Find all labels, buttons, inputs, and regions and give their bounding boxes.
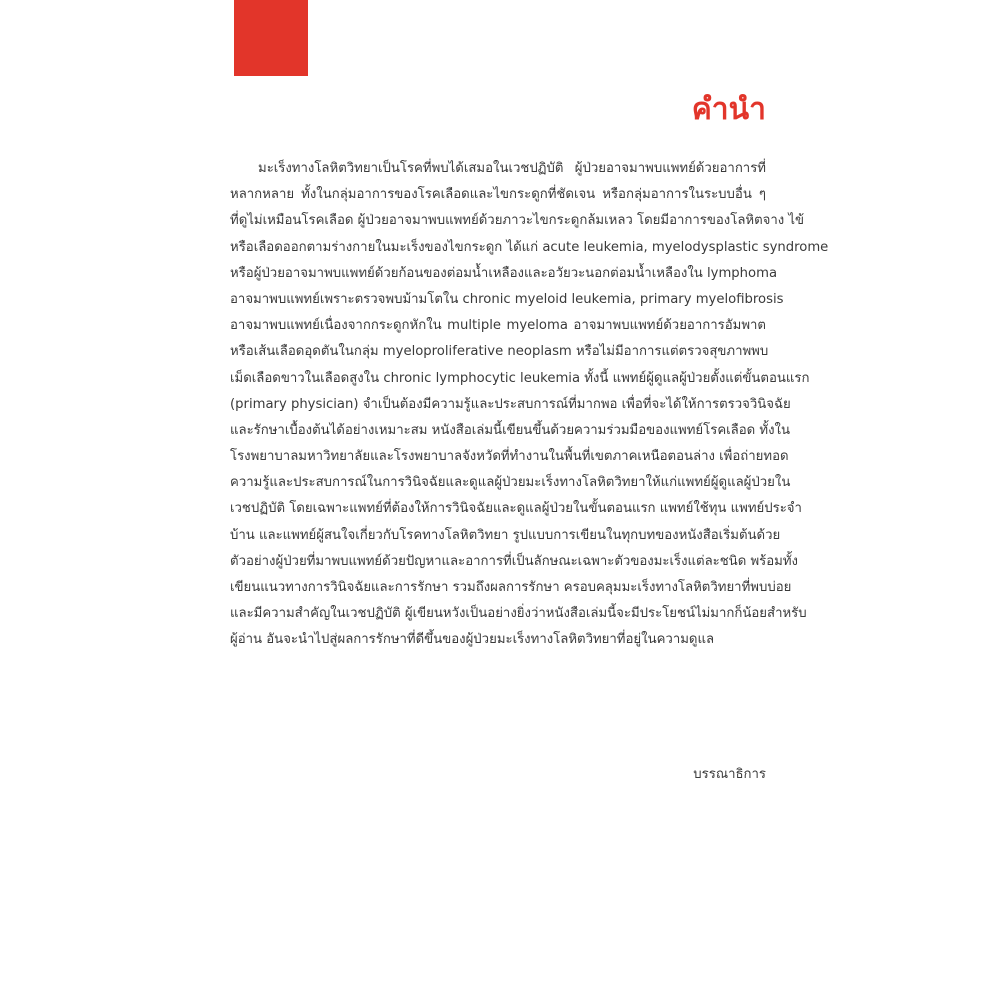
body-line: ผู้อ่าน อันจะนำไปสู่ผลการรักษาที่ดีขึ้นของผู้ป่วยมะเร็งทางโลหิตวิทยาที่อยู่ในความดูแล xyxy=(230,632,715,648)
body-line: เวชปฏิบัติ โดยเฉพาะแพทย์ที่ต้องให้การวินิจฉัยและดูแลผู้ป่วยในขั้นตอนแรก แพทย์ใช้ทุน แพทย์ประจำ xyxy=(230,501,802,517)
body-line: หรือเลือดออกตามร่างกายในมะเร็งของไขกระดูก ได้แก่ acute leukemia, myelodysplastic syndrome xyxy=(230,239,829,255)
body-line: และรักษาเบื้องต้นได้อย่างเหมาะสม หนังสือเล่มนี้เขียนขึ้นด้วยความร่วมมือของแพทย์โรคเลือด ทั้งใน xyxy=(230,422,790,438)
body-line: บ้าน และแพทย์ผู้สนใจเกี่ยวกับโรคทางโลหิตวิทยา รูปแบบการเขียนในทุกบทของหนังสือเริ่มต้นด้วย xyxy=(230,527,781,543)
body-line: เขียนแนวทางการวินิจฉัยและการรักษา รวมถึงผลการรักษา ครอบคลุมมะเร็งทางโลหิตวิทยาที่พบบ่อย xyxy=(230,580,792,595)
body-line: เม็ดเลือดขาวในเลือดสูงใน chronic lymphocytic leukemia ทั้งนี้ แพทย์ผู้ดูแลผู้ป่วยตั้งแต่ขั้นตอนแรก xyxy=(230,370,810,386)
body-line: หรือเส้นเลือดอุดตันในกลุ่ม myeloproliferative neoplasm หรือไม่มีอาการแต่ตรวจสุขภาพพบ xyxy=(230,344,769,360)
body-line: อาจมาพบแพทย์เพราะตรวจพบม้ามโตใน chronic myeloid leukemia, primary myelofibrosis xyxy=(230,291,784,307)
signature: บรรณาธิการ xyxy=(693,767,766,782)
body-line: ตัวอย่างผู้ป่วยที่มาพบแพทย์ด้วยปัญหาและอาการที่เป็นลักษณะเฉพาะตัวของมะเร็งแต่ละชนิด พร้อมทั้ง xyxy=(230,553,798,569)
body-line: (primary physician) จำเป็นต้องมีความรู้และประสบการณ์ที่มากพอ เพื่อที่จะได้ให้การตรวจวินิจฉัย xyxy=(230,396,791,412)
body-line: หรือผู้ป่วยอาจมาพบแพทย์ด้วยก้อนของต่อมน้ำเหลืองและอวัยวะนอกต่อมน้ำเหลืองใน lymphoma xyxy=(230,265,778,281)
page-title: คำนำ xyxy=(691,92,766,127)
body-line: อาจมาพบแพทย์เนื่องจากกระดูกหักใน multiple myeloma อาจมาพบแพทย์ด้วยอาการอัมพาต xyxy=(230,318,766,334)
body-line: โรงพยาบาลมหาวิทยาลัยและโรงพยาบาลจังหวัดที่ทำงานในพื้นที่เขตภาคเหนือตอนล่าง เพื่อถ่ายทอด xyxy=(230,449,789,465)
body-line: และมีความสำคัญในเวชปฏิบัติ ผู้เขียนหวังเป็นอย่างยิ่งว่าหนังสือเล่มนี้จะมีประโยชน์ไม่มากก็น้อยสำหรับ xyxy=(230,606,807,622)
body-line: มะเร็งทางโลหิตวิทยาเป็นโรคที่พบได้เสมอในเวชปฏิบัติ ผู้ป่วยอาจมาพบแพทย์ด้วยอาการที่ xyxy=(258,161,766,176)
preface-body xyxy=(230,156,829,654)
body-line: ที่ดูไม่เหมือนโรคเลือด ผู้ป่วยอาจมาพบแพทย์ด้วยภาวะไขกระดูกล้มเหลว โดยมีอาการของโลหิตจาง ไข้ xyxy=(230,213,805,229)
body-line: หลากหลาย ทั้งในกลุ่มอาการของโรคเลือดและไขกระดูกที่ชัดเจน หรือกลุ่มอาการในระบบอื่น ๆ xyxy=(230,187,766,203)
body-line: ความรู้และประสบการณ์ในการวินิจฉัยและดูแลผู้ป่วยมะเร็งทางโลหิตวิทยาให้แก่แพทย์ผู้ดูแลผู้ป่วยใน xyxy=(230,475,791,491)
decorative-red-block xyxy=(234,0,308,76)
